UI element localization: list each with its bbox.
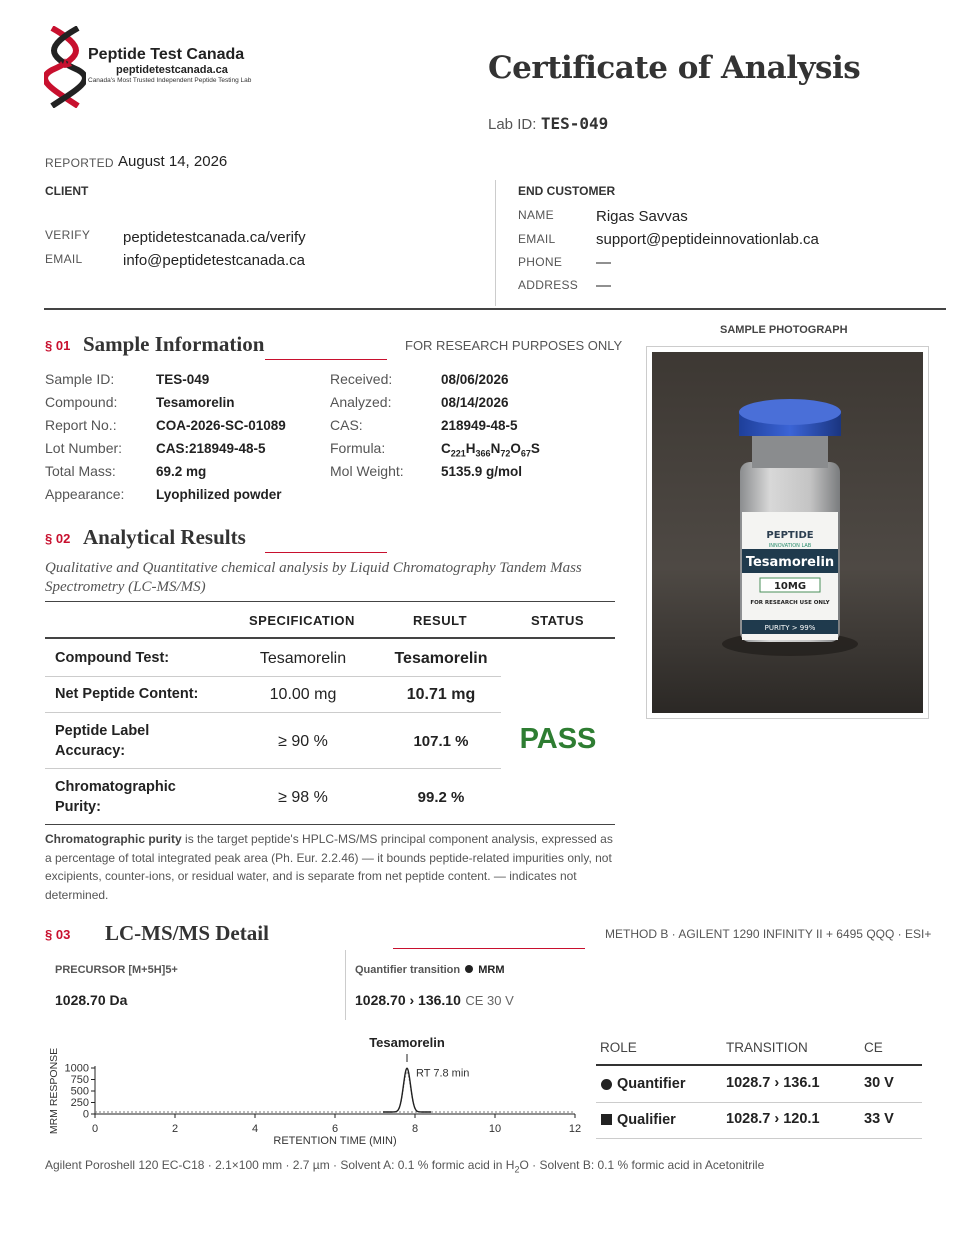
- info-label: Report No.:: [45, 417, 117, 433]
- vial-use: FOR RESEARCH USE ONLY: [750, 600, 830, 606]
- results-footnote: [45, 830, 615, 904]
- x-tick-label: 12: [568, 1123, 582, 1135]
- col-header-status: STATUS: [531, 613, 585, 628]
- customer-address: —: [596, 277, 611, 294]
- x-tick-label: 10: [488, 1123, 502, 1135]
- row-name: Compound Test:: [55, 650, 170, 666]
- col-header-spec: SPECIFICATION: [249, 613, 355, 628]
- footnote-text: is the target peptide's HPLC-MS/MS principal component analysis, expressed as a percentage of total integrated peak area (Ph. Eur. 2.2.46) — it bounds peptide-related impurities only, not excipients, counter-ions, or residual water, and is separate from net peptide content. — indicates not determined.: [45, 832, 613, 902]
- y-axis-label: MRM RESPONSE: [48, 1047, 60, 1135]
- results-table: [45, 601, 615, 826]
- info-row: [330, 417, 518, 435]
- brand-name-text: Peptide Test Canada: [88, 46, 245, 63]
- x-tick-label: 0: [91, 1123, 99, 1135]
- square-icon: [601, 1114, 612, 1125]
- photo-label: SAMPLE PHOTOGRAPH: [720, 324, 848, 336]
- row-result: 10.71 mg: [406, 686, 476, 703]
- row-name: Net Peptide Content:: [55, 686, 199, 702]
- formula-value: [441, 441, 540, 459]
- row-name: Peptide Label Accuracy:: [55, 723, 150, 759]
- y-tick-label: 0: [82, 1108, 89, 1121]
- client-label: CLIENT: [45, 184, 89, 198]
- quant-label-row: [355, 964, 505, 976]
- row-name: Chromatographic Purity:: [55, 779, 176, 815]
- formula-c-count: 221: [450, 448, 466, 459]
- info-value: 69.2 mg: [156, 464, 207, 479]
- info-row: [45, 486, 282, 504]
- info-value: CAS:218949-48-5: [156, 441, 266, 456]
- trans-header-transition: TRANSITION: [726, 1040, 808, 1055]
- lab-id: [488, 114, 608, 134]
- section2-number: § 02: [45, 531, 71, 546]
- x-tick-label: 8: [411, 1123, 419, 1135]
- status-badge: PASS: [519, 723, 597, 755]
- info-row: [45, 394, 235, 412]
- vial-photo-image: [652, 352, 923, 713]
- quant-value-row: [355, 992, 514, 1010]
- footer-pre: Agilent Poroshell 120 EC-C18 · 2.1×100 mm · 2.7 µm · Solvent A: 0.1 % formic acid in H: [45, 1158, 515, 1172]
- formula-o: O: [510, 441, 521, 456]
- customer-phone-label: PHONE: [518, 255, 563, 269]
- peak-label: RT 7.8 min: [416, 1067, 470, 1080]
- precursor-value: 1028.70 Da: [55, 992, 128, 1008]
- info-value: 08/14/2026: [441, 395, 509, 410]
- vial-dose: 10MG: [773, 581, 807, 592]
- results-top-rule: [45, 601, 615, 602]
- row-result: 99.2 %: [417, 789, 465, 806]
- table-row: [596, 1066, 922, 1103]
- quant-label: Quantifier transition: [355, 964, 461, 976]
- table-row: [596, 1102, 922, 1139]
- chromatogram-chart: [40, 1030, 600, 1160]
- trans-ce: 33 V: [864, 1111, 894, 1127]
- quantifier-card: [346, 950, 616, 1020]
- trans-role: Quantifier: [617, 1076, 686, 1092]
- page-title: Certificate of Analysis: [488, 50, 861, 86]
- trans-header-ce: CE: [864, 1040, 883, 1055]
- vial-brand-top: PEPTIDE: [766, 530, 814, 541]
- section2-underline: [265, 552, 387, 553]
- table-row: [45, 639, 501, 677]
- formula-n: N: [490, 441, 501, 456]
- info-row: [45, 463, 207, 481]
- verify-label: VERIFY: [45, 228, 91, 242]
- precursor-card: [45, 950, 345, 1020]
- info-value: 218949-48-5: [441, 418, 518, 433]
- section3-underline: [393, 948, 585, 949]
- info-value: 08/06/2026: [441, 372, 509, 387]
- quant-mode: MRM: [478, 964, 505, 976]
- trans-value: 1028.7 › 136.1: [726, 1075, 820, 1091]
- email-label: EMAIL: [45, 252, 83, 266]
- info-label: Sample ID:: [45, 371, 115, 387]
- footer-sub: 2: [514, 1164, 520, 1175]
- info-value: 5135.9 g/mol: [441, 464, 523, 479]
- method-text: METHOD B · AGILENT 1290 INFINITY II + 6495 QQQ · ESI+: [605, 927, 932, 941]
- info-label: Compound:: [45, 394, 118, 410]
- customer-address-label: ADDRESS: [518, 278, 579, 292]
- info-row: [45, 440, 266, 458]
- bullet-icon: [465, 965, 473, 973]
- formula-o-count: 67: [520, 448, 531, 459]
- formula-h: H: [465, 441, 476, 456]
- brand-tagline: Canada's Most Trusted Independent Peptide Testing Lab: [88, 77, 252, 84]
- precursor-label: PRECURSOR [M+5H]5+: [55, 964, 178, 976]
- row-spec: ≥ 98 %: [278, 789, 328, 806]
- customer-email-label: EMAIL: [518, 232, 556, 246]
- trans-header-role: ROLE: [600, 1040, 637, 1055]
- info-label: CAS:: [330, 417, 363, 433]
- row-spec: Tesamorelin: [259, 650, 347, 667]
- info-label: Appearance:: [45, 486, 125, 502]
- info-row: [45, 417, 286, 435]
- peak-title: Tesamorelin: [369, 1035, 445, 1050]
- footer-mid: O: [519, 1158, 529, 1172]
- customer-name: Rigas Savvas: [596, 208, 688, 225]
- section2-title: Analytical Results: [83, 525, 246, 549]
- row-spec: ≥ 90 %: [278, 733, 328, 750]
- lab-id-label: Lab ID:: [488, 116, 537, 133]
- vial-purity: PURITY > 99%: [764, 624, 816, 632]
- trans-value: 1028.7 › 120.1: [726, 1111, 820, 1127]
- section3-title: LC-MS/MS Detail: [105, 921, 269, 945]
- trans-role: Qualifier: [617, 1112, 676, 1128]
- formula-h-count: 366: [475, 448, 491, 459]
- dna-logo-icon: [44, 26, 86, 108]
- verify-link[interactable]: peptidetestcanada.ca/verify: [123, 229, 306, 246]
- y-tick-label: 500: [70, 1085, 89, 1098]
- transition-table: [596, 1035, 922, 1139]
- row-spec: 10.00 mg: [269, 686, 337, 703]
- brand-logo: [44, 26, 252, 108]
- brand-url: peptidetestcanada.ca: [116, 64, 228, 76]
- row-result: 107.1 %: [413, 733, 469, 750]
- info-row: [330, 371, 509, 389]
- section1-underline: [265, 359, 387, 360]
- customer-name-label: NAME: [518, 208, 554, 222]
- formula-c: C: [441, 441, 451, 456]
- reported-date: August 14, 2026: [118, 153, 228, 170]
- header-divider: [44, 308, 946, 310]
- info-value: Lyophilized powder: [156, 487, 282, 502]
- table-row: [45, 768, 501, 824]
- y-tick-label: 1000: [64, 1062, 89, 1075]
- formula-s: S: [530, 441, 540, 456]
- section3-number: § 03: [45, 927, 71, 942]
- column-footer: [45, 1158, 764, 1174]
- info-label: Total Mass:: [45, 463, 116, 479]
- section1-title: Sample Information: [83, 332, 265, 356]
- col-header-result: RESULT: [413, 613, 468, 628]
- footnote-bold: Chromatographic purity: [45, 832, 182, 846]
- info-row: [330, 463, 523, 481]
- info-row: [330, 394, 509, 412]
- footer-post: · Solvent B: 0.1 % formic acid in Acetonitrile: [528, 1158, 765, 1172]
- brand-name: [88, 46, 244, 64]
- x-tick-label: 2: [171, 1123, 179, 1135]
- table-row: [45, 676, 501, 713]
- customer-email[interactable]: support@peptideinnovationlab.ca: [596, 231, 819, 248]
- info-value: Tesamorelin: [156, 395, 235, 410]
- row-result: Tesamorelin: [394, 650, 488, 667]
- info-label: Lot Number:: [45, 440, 123, 456]
- info-value: COA-2026-SC-01089: [156, 418, 286, 433]
- vial-brand-sub: INNOVATION LAB: [768, 543, 812, 549]
- end-customer-title: END CUSTOMER: [518, 184, 616, 198]
- formula-n-count: 72: [500, 448, 511, 459]
- info-label: Analyzed:: [330, 394, 392, 410]
- info-label: Received:: [330, 371, 393, 387]
- sample-photo: [646, 346, 929, 719]
- quant-ce: CE 30 V: [465, 993, 514, 1008]
- y-tick-label: 250: [70, 1097, 89, 1109]
- x-axis-label: RETENTION TIME (MIN): [273, 1135, 397, 1147]
- info-value: TES-049: [156, 372, 210, 387]
- circle-icon: [601, 1079, 612, 1090]
- lab-id-value: TES-049: [540, 114, 609, 133]
- research-note: FOR RESEARCH PURPOSES ONLY: [405, 338, 623, 353]
- info-row: [330, 440, 385, 458]
- section1-number: § 01: [45, 338, 71, 353]
- email-link[interactable]: info@peptidetestcanada.ca: [123, 252, 306, 269]
- vertical-divider: [495, 180, 496, 306]
- section2-description: Qualitative and Quantitative chemical analysis by Liquid Chromatography Tandem Mass Spectrometry (LC-MS/MS): [45, 560, 582, 595]
- y-tick-label: 750: [70, 1074, 89, 1086]
- info-row: [45, 371, 210, 389]
- table-row: [45, 712, 501, 769]
- info-label: Formula:: [330, 440, 386, 456]
- x-tick-label: 4: [251, 1123, 259, 1135]
- quant-value: 1028.70 › 136.10: [355, 992, 461, 1008]
- results-bottom-rule: [45, 824, 615, 825]
- reported-label: REPORTED: [45, 156, 114, 170]
- vial-product: Tesamorelin: [745, 555, 835, 570]
- customer-phone: —: [596, 254, 611, 271]
- info-label: Mol Weight:: [330, 463, 404, 479]
- x-tick-label: 6: [331, 1123, 339, 1135]
- trans-ce: 30 V: [864, 1075, 894, 1091]
